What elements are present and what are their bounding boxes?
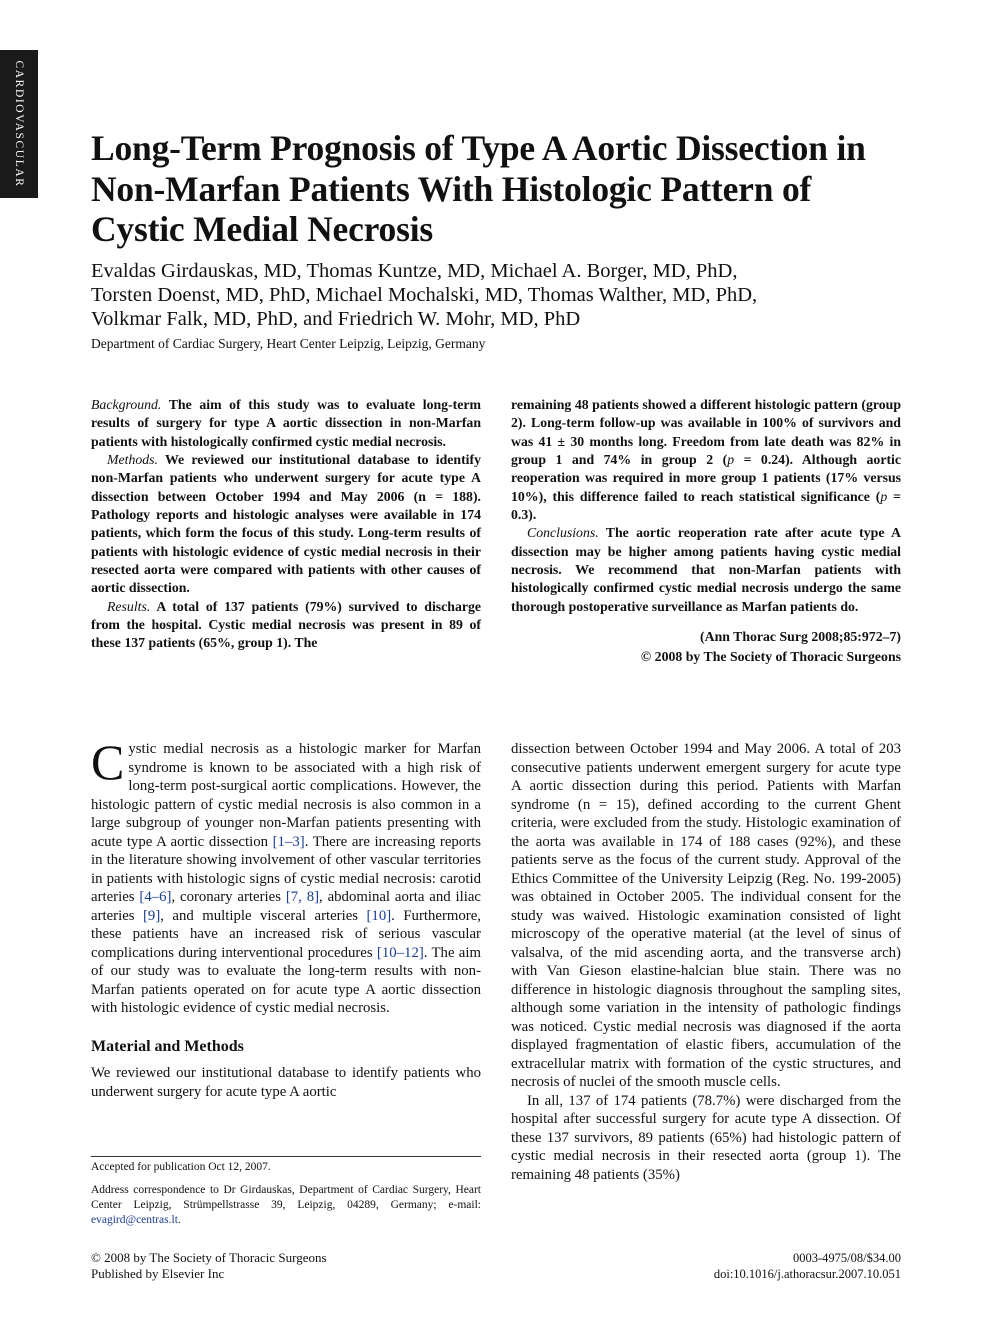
intro-paragraph: [91, 734, 481, 1018]
author-name: Volkmar Falk: [91, 308, 203, 330]
section-tab: [0, 50, 38, 198]
abstract-background: [91, 396, 481, 451]
intro-text: , and multiple visceral arteries: [160, 907, 367, 924]
abstract-results: [91, 598, 481, 653]
author-degree: MD: [263, 260, 297, 282]
author-degree: MD, PhD: [652, 260, 733, 282]
methods-label: Methods.: [107, 452, 158, 468]
section-heading: Material and Methods: [91, 1037, 244, 1055]
author-name: Michael Mochalski: [315, 284, 475, 306]
footer-issn: 0003-4975/08/$34.00: [793, 1251, 901, 1265]
reference-link[interactable]: [9]: [143, 907, 161, 924]
results-text-continued: = 0.24). Although aortic reoperation was required in more group 1 patients (17% versus 10%), this difference failed to reach statistical significance (: [511, 452, 902, 504]
author-list: Evaldas Girdauskas, MD, Thomas Kuntze, MD, Michael A. Borger, MD, PhD, Torsten Doenst, MD, PhD, Michael Mochalski, MD, Thomas Walther, MD, PhD, Volkmar Falk, MD, PhD, and Friedrich W. Mohr, MD, PhD: [91, 260, 758, 330]
journal-citation: (Ann Thorac Surg 2008;85:972–7): [700, 629, 901, 645]
p-value-letter: p: [727, 452, 735, 468]
abstract-left-column: [91, 396, 481, 653]
methods-paragraph-2: In all, 137 of 174 patients (78.7%) were discharged from the hospital after successful surgery for acute type A dissection. Of these 137 survivors, 89 patients (65%) had histologic pattern of cystic medial necrosis in their resected aorta (group 1). The remaining 48 patients (35%): [511, 1092, 901, 1183]
author-name: Evaldas Girdauskas: [91, 260, 254, 282]
abstract-conclusions: [511, 524, 901, 616]
author-degree: MD, PhD: [500, 308, 581, 330]
affiliation: Department of Cardiac Surgery, Heart Center Leipzig, Leipzig, Germany: [91, 336, 486, 351]
methods-text: We reviewed our institutional database to identify non-Marfan patients who underwent surgery for acute type A dissection between October 1994 and May 2006 (n = 188). Pathology reports and histologic analyses were available in 174 patients, which form the focus of this study. Long-term results of patients with histologic evidence of cystic medial necrosis in their resected aorta were compared with patients with other causes of aortic dissection.: [91, 452, 482, 596]
address-end: .: [177, 1214, 181, 1226]
footer-right: [714, 1250, 901, 1282]
methods-paragraph: We reviewed our institutional database to identify patients who underwent surgery for acute type A aortic: [91, 1065, 481, 1100]
body-left-column: [91, 734, 481, 1101]
footer-copyright: © 2008 by The Society of Thoracic Surgeons: [91, 1250, 327, 1265]
p-value-letter: p: [880, 488, 888, 504]
abstract-results-continued: [511, 396, 901, 524]
author-degree: MD, PhD: [213, 308, 293, 330]
author-name: Michael A. Borger: [490, 260, 643, 282]
section-tab-label: CARDIOVASCULAR: [13, 60, 25, 188]
results-text: A total of 137 patients (79%) survived to discharge from the hospital. Cystic medial necrosis was present in 89 of these 137 patients (65%, group 1). The: [91, 598, 481, 651]
intro-text: . The aim of our study was to evaluate the long-term results with non-Marfan patients operated on for acute type A aortic dissection with histologic evidence of cystic medial necrosis.: [91, 944, 481, 1016]
abstract-methods: [91, 451, 481, 598]
abstract-copyright: © 2008 by The Society of Thoracic Surgeons: [640, 649, 901, 665]
reference-link[interactable]: [1–3]: [272, 833, 305, 850]
results-text-continued: = 0.3).: [511, 488, 902, 523]
email-link[interactable]: evagird@centras.lt: [91, 1214, 178, 1226]
footer-left: [91, 1250, 327, 1282]
author-name: Torsten Doenst: [91, 284, 216, 306]
author-degree: MD: [484, 284, 518, 306]
reference-link[interactable]: [10–12]: [376, 944, 424, 961]
intro-text: , abdominal aorta and iliac arteries: [91, 889, 481, 924]
footer-publisher: Published by Elsevier Inc: [91, 1266, 225, 1281]
intro-text: . Furthermore, these patients have an increased risk of serious vascular complications during interventional procedures: [91, 907, 481, 961]
reference-link[interactable]: [10]: [366, 907, 392, 924]
results-text-continued: remaining 48 patients showed a different histologic pattern (group 2). Long-term follow-up was available in 100% of survivors and was 41 ± 30 months long. Freedom from late death was 82% in group 1 and 74% in group 2 (: [511, 397, 901, 468]
conclusions-text: The aortic reoperation rate after acute type A dissection may be higher among patients having cystic medial necrosis. We recommend that non-Marfan patients with histologically confirmed cystic medial necrosis undergo the same thorough postoperative surveillance as Marfan patients do.: [511, 525, 902, 614]
background-text: The aim of this study was to evaluate long-term results of surgery for type A aortic dissection in non-Marfan patients with histologically confirmed cystic medial necrosis.: [91, 397, 481, 449]
author-name: Thomas Walther: [527, 284, 663, 306]
background-label: Background.: [91, 397, 162, 412]
and-word: and: [303, 308, 333, 330]
intro-text: ystic medial necrosis as a histologic marker for Marfan syndrome is known to be associated with a high risk of long-term post-surgical aortic complications. However, the histologic pattern of cystic medial necrosis is also common in a large subgroup of younger non-Marfan patients presenting with acute type A aortic dissection: [91, 741, 481, 850]
author-name: Thomas Kuntze: [306, 260, 437, 282]
author-degree: MD: [447, 260, 481, 282]
body-right-column: [511, 740, 901, 1184]
intro-text: . There are increasing reports in the literature showing involvement of other vascular territories in patients with histologic signs of cystic medial necrosis: carotid arteries: [91, 833, 481, 905]
conclusions-label: Conclusions.: [527, 525, 599, 541]
abstract-right-column: [511, 396, 901, 667]
drop-cap: C: [91, 734, 125, 790]
reference-link[interactable]: [4–6]: [139, 889, 172, 905]
results-label: Results.: [107, 598, 151, 614]
article-title: Long-Term Prognosis of Type A Aortic Dissection in Non-Marfan Patients With Histologic Pattern of Cystic Medial Necrosis: [91, 128, 866, 249]
methods-paragraph-continued: dissection between October 1994 and May 2006. A total of 203 consecutive patients underwent emergent surgery for acute type A aortic dissection during this period. Patients with Marfan syndrome (n = 15), defined according to the current Ghent criteria, were excluded from the study. Histologic examination of the aorta was available in 174 of 188 cases (92%), and these patients serve as the focus of the current study. Approval of the Ethics Committee of the University Leipzig (Reg. No. 199-2005) was obtained in October 2005. The individual consent for the study was waived. Histologic examination consisted of light microscopy of the operative material (at the level of sinus of valsalva, of the mid ascending aorta, and the transverse arch) with Van Gieson elastine-halcian blue stain. There was no difference in histologic diagnosis throughout the sampling sites, although some variation in the intensity of pathologic findings was noticed. Cystic medial necrosis was diagnosed if the aorta displayed fragmentation of elastic fibers, accumulation of the extracellular matrix with formation of the cystic structures, and necrosis of nuclei of the smooth muscle cells.: [511, 741, 901, 1090]
accepted-date: Accepted for publication Oct 12, 2007.: [91, 1161, 271, 1173]
reference-link[interactable]: [7, 8]: [285, 889, 320, 905]
author-degree: MD, PhD: [225, 284, 306, 306]
correspondence-address: [91, 1183, 481, 1228]
footer-doi: doi:10.1016/j.athoracsur.2007.10.051: [713, 1267, 901, 1281]
address-text: Address correspondence to Dr Girdauskas, Department of Cardiac Surgery, Heart Center Leipzig, Strümpellstrasse 39, Leipzig, 04289, Germany; e-mail:: [91, 1184, 481, 1211]
intro-text: , coronary arteries: [171, 889, 286, 905]
author-degree: MD, PhD: [672, 284, 753, 306]
footnotes: [91, 1156, 481, 1236]
author-name: Friedrich W. Mohr: [337, 308, 491, 330]
